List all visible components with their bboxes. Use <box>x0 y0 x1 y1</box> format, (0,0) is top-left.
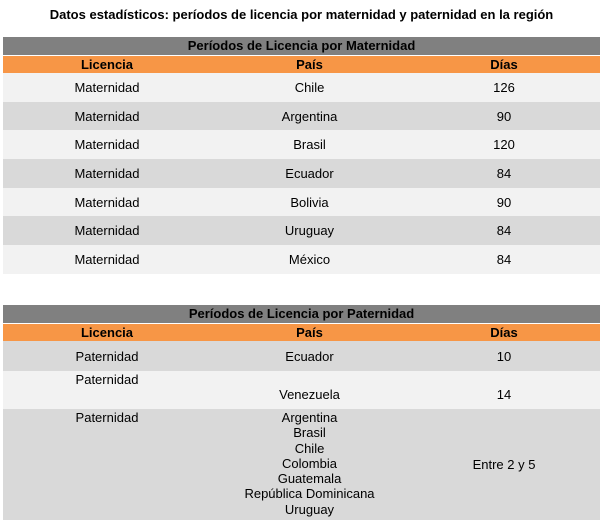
table-row <box>3 188 600 217</box>
country-name: Brasil <box>293 425 326 441</box>
header-dias: Días <box>408 56 600 74</box>
maternity-header-row <box>3 56 600 74</box>
cell-pais: Brasil <box>211 130 408 159</box>
country-name: Guatemala <box>277 471 342 487</box>
cell-pais: Chile <box>211 73 408 102</box>
country-name: Argentina <box>281 410 338 425</box>
cell-licencia: Maternidad <box>3 159 211 188</box>
cell-dias: 14 <box>408 371 600 409</box>
header-pais: País <box>211 56 408 74</box>
table-row <box>3 245 600 274</box>
header-pais: País <box>211 324 408 342</box>
cell-pais: Argentina <box>211 102 408 131</box>
cell-licencia: Maternidad <box>3 216 211 245</box>
cell-licencia: Maternidad <box>3 73 211 102</box>
header-licencia: Licencia <box>3 324 211 342</box>
cell-dias: 10 <box>408 341 600 371</box>
cell-licencia: Maternidad <box>3 188 211 217</box>
cell-dias: 90 <box>408 102 600 131</box>
cell-pais: Ecuador <box>211 341 408 371</box>
cell-dias: 120 <box>408 130 600 159</box>
cell-dias: 90 <box>408 188 600 217</box>
cell-pais: Uruguay <box>211 216 408 245</box>
table-row <box>3 341 600 371</box>
cell-licencia: Paternidad <box>3 409 211 520</box>
table-row <box>3 159 600 188</box>
cell-licencia: Maternidad <box>3 130 211 159</box>
cell-dias: Entre 2 y 5 <box>408 409 600 520</box>
cell-dias: 84 <box>408 245 600 274</box>
maternity-leave-table <box>3 37 600 274</box>
cell-licencia: Paternidad <box>3 341 211 371</box>
table-row <box>3 102 600 131</box>
cell-dias: 84 <box>408 216 600 245</box>
paternity-header-row <box>3 324 600 342</box>
cell-pais: Venezuela <box>211 371 408 409</box>
paternity-leave-table <box>3 305 600 520</box>
cell-dias: 84 <box>408 159 600 188</box>
page-title: Datos estadísticos: períodos de licencia por maternidad y paternidad en la región <box>49 7 554 22</box>
maternity-table-caption: Períodos de Licencia por Maternidad <box>3 37 600 56</box>
header-dias: Días <box>408 324 600 342</box>
cell-pais: Ecuador <box>211 159 408 188</box>
table-row <box>3 130 600 159</box>
cell-pais: Bolivia <box>211 188 408 217</box>
table-row <box>3 73 600 102</box>
country-name: República Dominicana <box>244 486 375 502</box>
cell-pais: México <box>211 245 408 274</box>
cell-pais-list <box>211 409 408 520</box>
table-row <box>3 371 600 409</box>
cell-licencia: Maternidad <box>3 102 211 131</box>
country-name: Uruguay <box>284 501 335 517</box>
cell-licencia: Paternidad <box>3 371 211 409</box>
country-name: Colombia <box>282 455 337 471</box>
paternity-table-caption: Períodos de Licencia por Paternidad <box>3 305 600 324</box>
cell-licencia: Maternidad <box>3 245 211 274</box>
table-row <box>3 216 600 245</box>
country-name: Chile <box>294 440 325 456</box>
cell-dias: 126 <box>408 73 600 102</box>
header-licencia: Licencia <box>3 56 211 74</box>
table-row <box>3 409 600 520</box>
